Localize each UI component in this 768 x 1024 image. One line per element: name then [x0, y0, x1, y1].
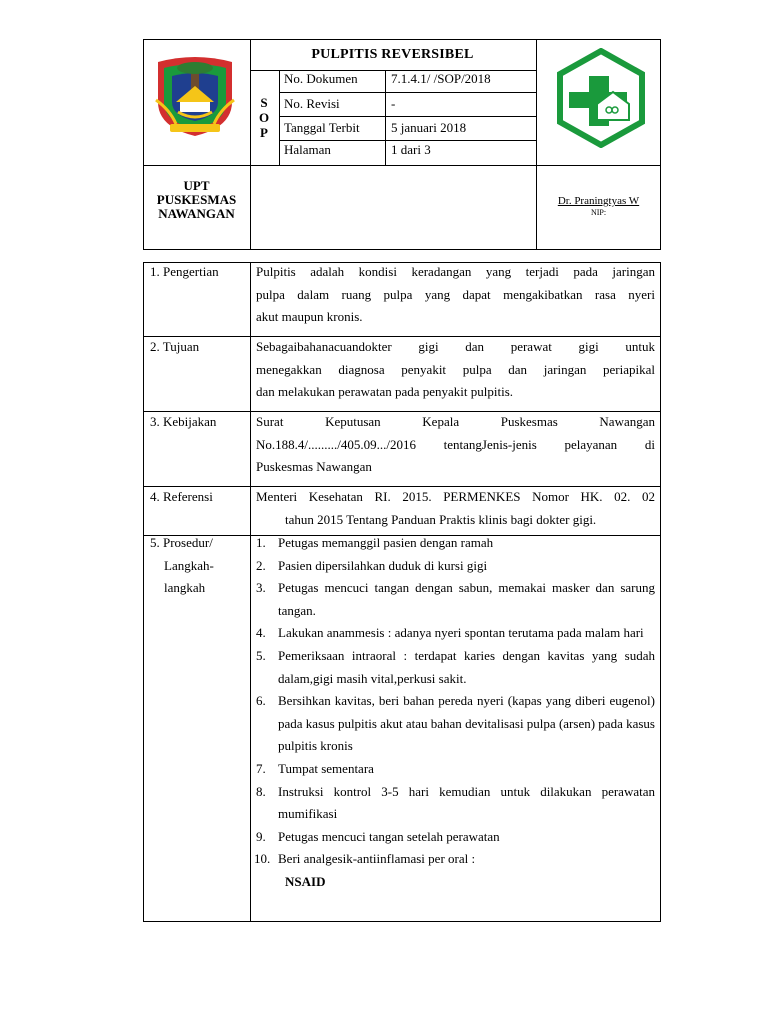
- page-value: 1 dari 3: [391, 142, 431, 157]
- institution-line: NAWANGAN: [158, 206, 235, 221]
- text-line: pulpa dalam ruang pulpa yang dapat mengakibatkan rasa nyeri: [256, 286, 655, 302]
- procedure-step: 4. Lakukan anammesis : adanya nyeri spontan terutama pada malam hari: [256, 625, 644, 641]
- medication-nsaid: NSAID: [285, 873, 326, 889]
- procedure-step: 3. Petugas mencuci tangan dengan sabun, memakai masker dan sarung tangan.: [256, 580, 655, 618]
- sop-letters: [250, 95, 278, 140]
- section-label-kebijakan: 3. Kebijakan: [150, 414, 217, 429]
- sop-letter: O: [258, 110, 270, 125]
- revision-label: No. Revisi: [284, 96, 340, 111]
- green-cross-icon: [553, 48, 649, 148]
- procedure-step: 8. Instruksi kontrol 3-5 hari kemudian untuk dilakukan perawatan mumifikasi: [256, 783, 655, 822]
- section-label-pengertian: 1. Pengertian: [150, 264, 219, 279]
- procedure-step: 6. Bersihkan kavitas, beri bahan pereda nyeri (kapas yang diberi eugenol) pada kasus pulpitis akut atau bahan devitalisasi pulpa (arsen) pada kasus pulpitis kronis: [256, 693, 655, 754]
- sop-letter: P: [260, 125, 268, 140]
- issue-date-value: 5 januari 2018: [391, 120, 467, 135]
- procedure-step: 5. Pemeriksaan intraoral : terdapat karies dengan kavitas yang sudah dalam,gigi masih vital,perkusi sakit.: [256, 647, 655, 686]
- text-line: akut maupun kronis.: [256, 309, 363, 325]
- text-line: tahun 2015 Tentang Panduan Praktis klinis bagi dokter gigi.: [285, 511, 597, 527]
- label-line: 5. Prosedur/: [150, 535, 213, 550]
- text-line: Puskesmas Nawangan: [256, 459, 372, 475]
- sop-letter: S: [260, 95, 268, 110]
- section-text-referensi: [256, 486, 655, 531]
- text-line: Surat Keputusan Kepala Puskesmas Nawangan: [256, 414, 655, 429]
- section-label-prosedur: [150, 532, 214, 600]
- procedure-step: 9. Petugas mencuci tangan setelah perawatan: [256, 828, 500, 844]
- text-line: No.188.4/........./405.09.../2016 tentangJenis-jenis pelayanan di: [256, 436, 655, 452]
- section-label-referensi: 4. Referensi: [150, 489, 213, 504]
- text-line: dan melakukan perawatan pada penyakit pulpitis.: [256, 384, 514, 400]
- procedure-step: 1. Petugas memanggil pasien dengan ramah: [256, 535, 494, 550]
- nip-label: NIP:: [590, 208, 607, 217]
- section-text-tujuan: [256, 336, 655, 404]
- procedure-steps: [256, 532, 655, 894]
- procedure-step: 2. Pasien dipersilahkan duduk di kursi gigi: [256, 557, 488, 573]
- institution-name: [143, 179, 250, 221]
- doc-number-value: 7.1.4.1/ /SOP/2018: [391, 71, 491, 86]
- puskesmas-logo: [553, 48, 649, 148]
- label-line: langkah: [164, 580, 206, 596]
- procedure-list: [256, 532, 655, 871]
- institution-line: UPT: [183, 178, 210, 193]
- regency-emblem-icon: [150, 52, 240, 138]
- regency-emblem-logo: [150, 52, 240, 138]
- doc-number-label: No. Dokumen: [284, 71, 358, 86]
- section-text-pengertian: [256, 261, 655, 329]
- document-title: PULPITIS REVERSIBEL: [311, 47, 474, 62]
- text-line: Menteri Kesehatan RI. 2015. PERMENKES Nomor HK. 02. 02: [256, 489, 655, 504]
- section-text-kebijakan: [256, 411, 655, 479]
- text-line: menegakkan diagnosa penyakit pulpa dan jaringan periapikal: [256, 361, 655, 377]
- text-line: Sebagaibahanacuandokter gigi dan perawat gigi untuk: [256, 339, 655, 354]
- revision-value: -: [391, 96, 396, 111]
- label-line: Langkah-: [164, 557, 214, 573]
- section-label-tujuan: 2. Tujuan: [150, 339, 200, 354]
- procedure-step: 10. Beri analgesik-antiinflamasi per oral :: [254, 851, 476, 867]
- institution-line: PUSKESMAS: [156, 192, 237, 207]
- page-label: Halaman: [284, 142, 331, 157]
- text-line: Pulpitis adalah kondisi keradangan yang terjadi pada jaringan: [256, 264, 655, 279]
- issue-date-label: Tanggal Terbit: [284, 120, 360, 135]
- procedure-step: 7. Tumpat sementara: [256, 760, 374, 776]
- signatory-name: Dr. Praningtyas W: [557, 195, 640, 207]
